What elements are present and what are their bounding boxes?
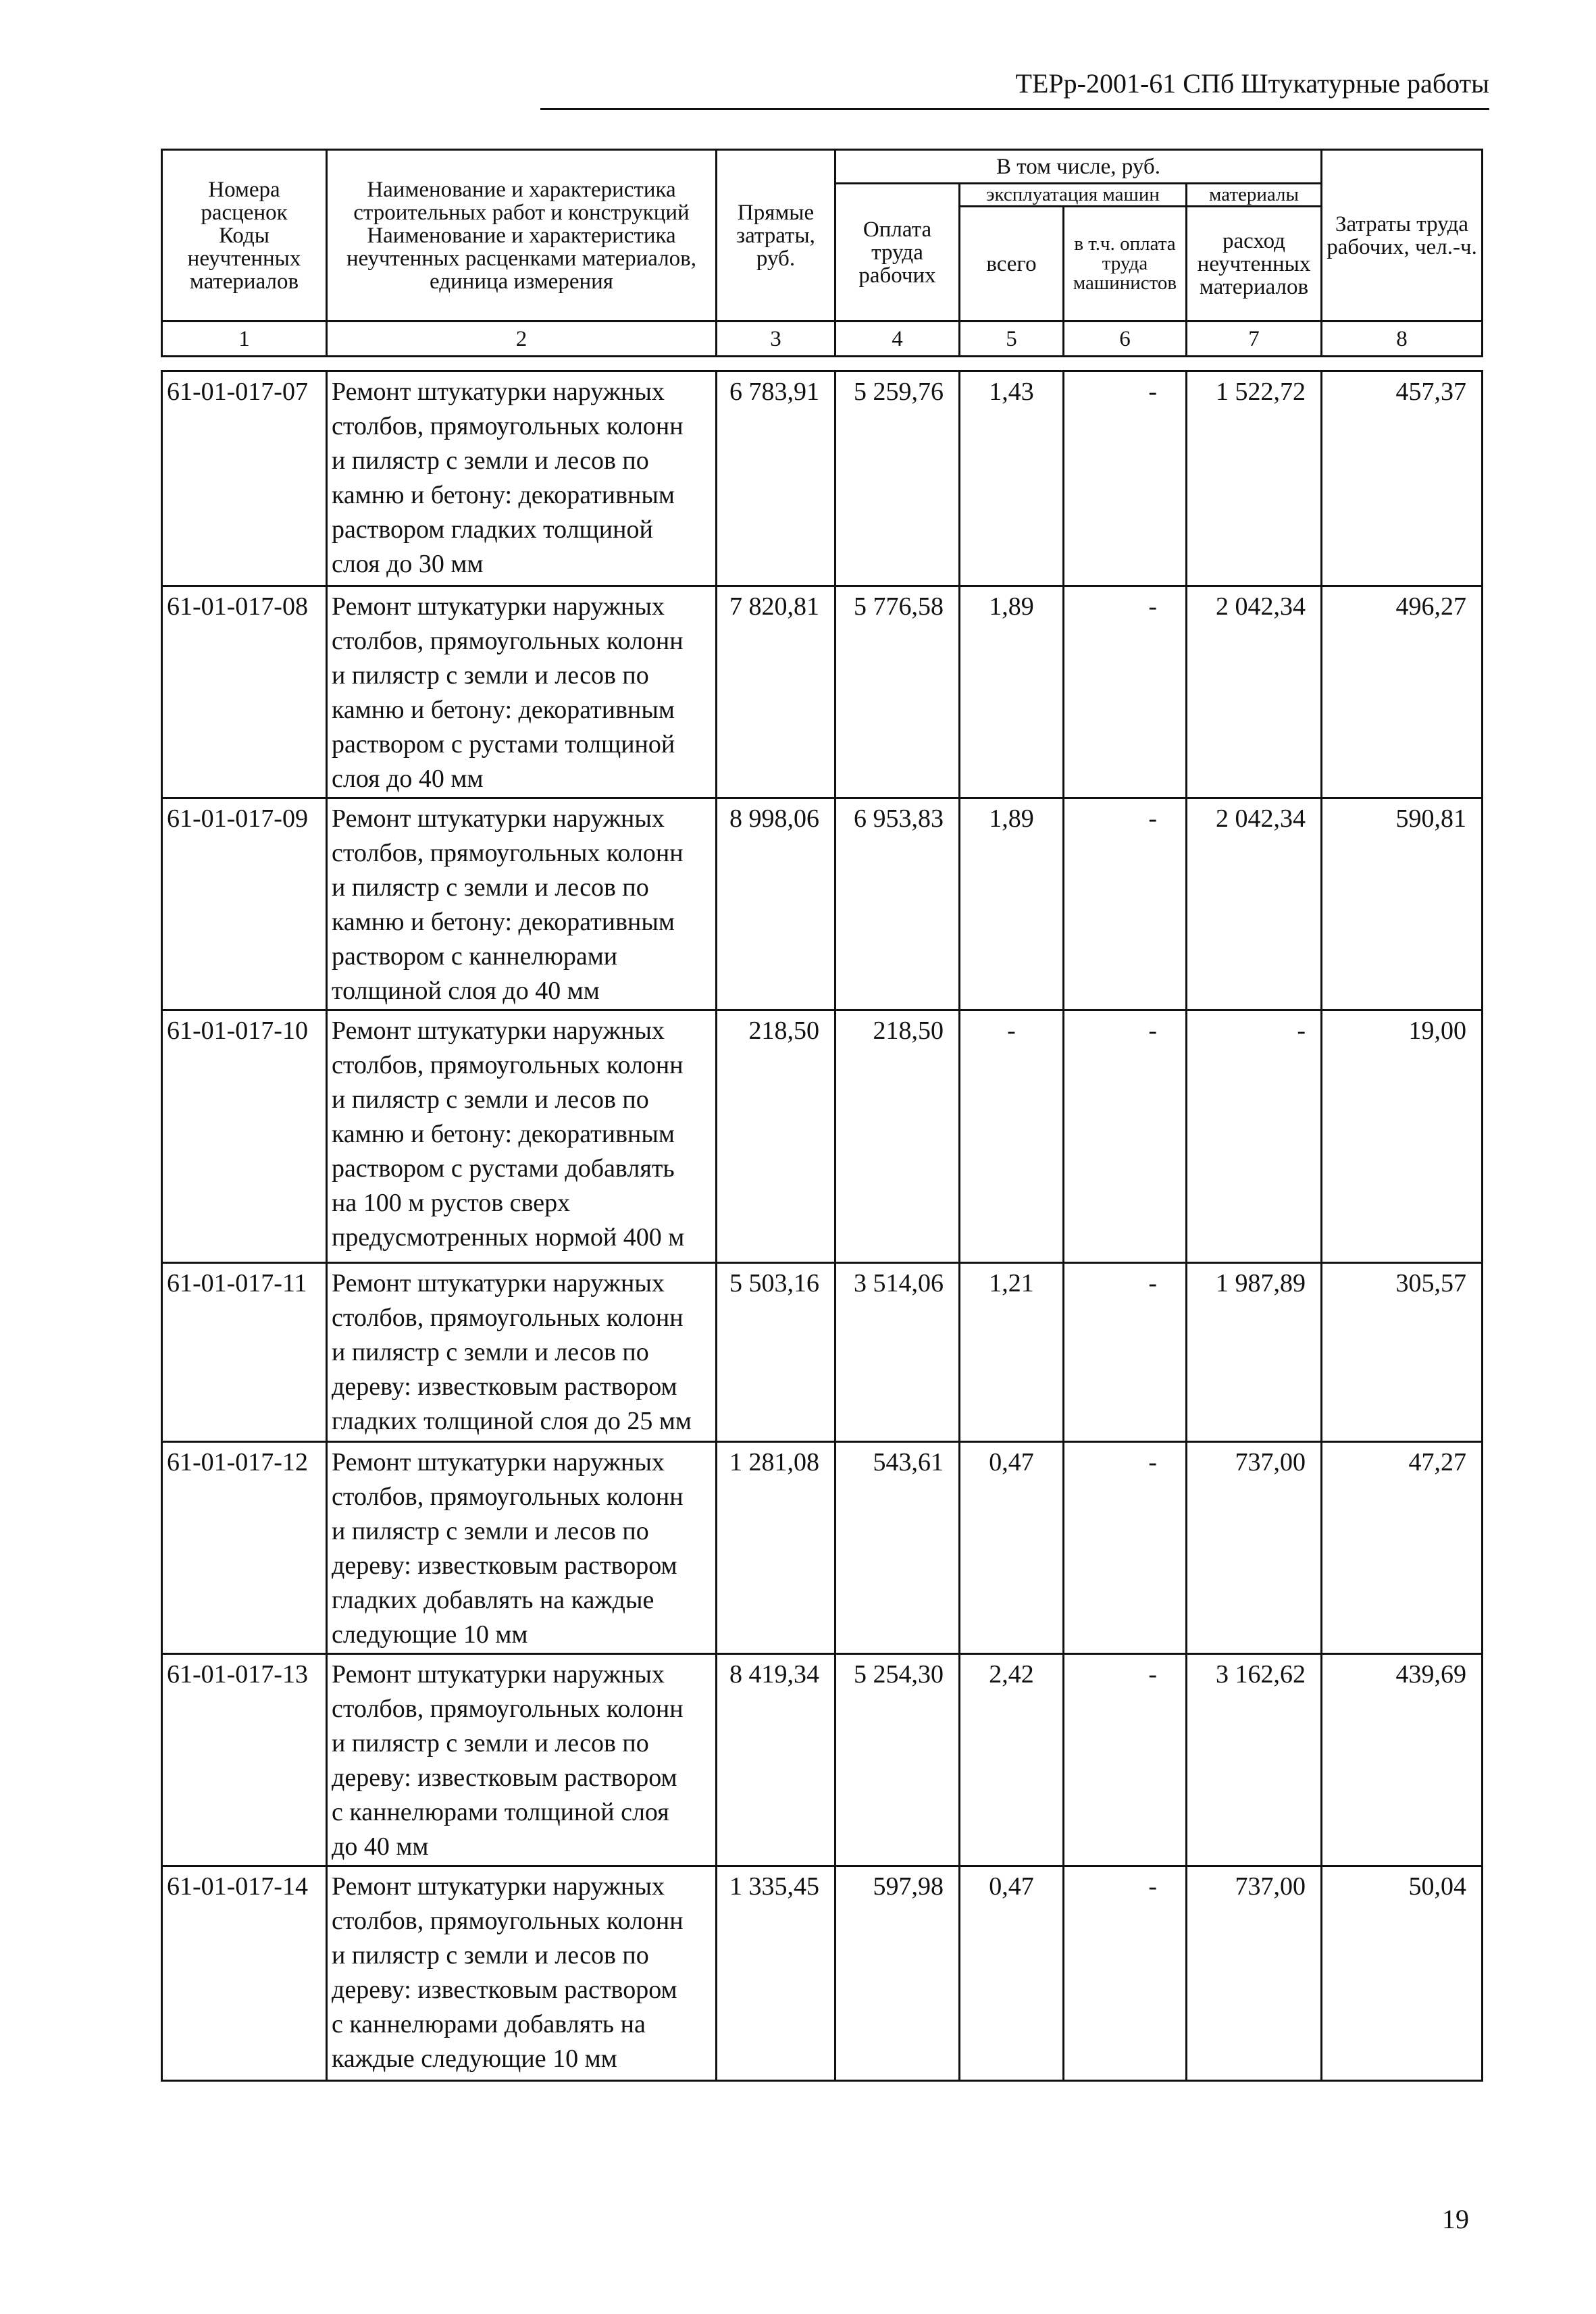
header-col5: всего bbox=[960, 207, 1064, 322]
header-col1-top: Номера расценок bbox=[201, 177, 288, 225]
header-materials: материалы bbox=[1187, 184, 1322, 207]
labor-pay: 3 514,06 bbox=[835, 1263, 960, 1442]
labor-hours: 439,69 bbox=[1322, 1654, 1483, 1866]
header-rule bbox=[540, 108, 1489, 110]
header-col1 bbox=[162, 150, 327, 322]
rate-name: Ремонт штукатурки наружных столбов, прямоугольных колонн и пилястр с земли и лесов по камню и бетону: декоративным раствором с рустами толщиной слоя до 40 мм bbox=[327, 586, 717, 798]
operators-pay: - bbox=[1064, 798, 1187, 1010]
direct-costs: 1 335,45 bbox=[717, 1866, 835, 2081]
labor-hours: 19,00 bbox=[1322, 1010, 1483, 1263]
materials-cost: 3 162,62 bbox=[1187, 1654, 1322, 1866]
operators-pay: - bbox=[1064, 1442, 1187, 1654]
direct-costs: 6 783,91 bbox=[717, 371, 835, 586]
header-col2-top: Наименование и характеристика строительных работ и конструкций bbox=[353, 177, 690, 225]
labor-hours: 305,57 bbox=[1322, 1263, 1483, 1442]
operators-pay: - bbox=[1064, 1263, 1187, 1442]
direct-costs: 5 503,16 bbox=[717, 1263, 835, 1442]
rate-code: 61-01-017-07 bbox=[162, 371, 327, 586]
materials-cost: 2 042,34 bbox=[1187, 586, 1322, 798]
machines-total: 1,89 bbox=[960, 798, 1064, 1010]
direct-costs: 1 281,08 bbox=[717, 1442, 835, 1654]
operators-pay: - bbox=[1064, 1010, 1187, 1263]
header-col2 bbox=[327, 150, 717, 322]
direct-costs: 7 820,81 bbox=[717, 586, 835, 798]
materials-cost: 1 987,89 bbox=[1187, 1263, 1322, 1442]
labor-hours: 47,27 bbox=[1322, 1442, 1483, 1654]
labor-hours: 50,04 bbox=[1322, 1866, 1483, 2081]
col-number-2: 2 bbox=[327, 322, 717, 357]
rate-name: Ремонт штукатурки наружных столбов, прямоугольных колонн и пилястр с земли и лесов по дереву: известковым раствором гладких добавлять на каждые следующие 10 мм bbox=[327, 1442, 717, 1654]
labor-hours: 457,37 bbox=[1322, 371, 1483, 586]
labor-pay: 597,98 bbox=[835, 1866, 960, 2081]
col-number-4: 4 bbox=[835, 322, 960, 357]
rate-name: Ремонт штукатурки наружных столбов, прямоугольных колонн и пилястр с земли и лесов по дереву: известковым раствором с каннелюрами добавлять на каждые следующие 10 мм bbox=[327, 1866, 717, 2081]
header-col1-bottom: Коды неучтенных материалов bbox=[187, 223, 301, 294]
header-group-title: В том числе, руб. bbox=[835, 150, 1322, 184]
header-col8: Затраты труда рабочих, чел.-ч. bbox=[1322, 150, 1483, 322]
machines-total: 1,89 bbox=[960, 586, 1064, 798]
operators-pay: - bbox=[1064, 1654, 1187, 1866]
labor-hours: 590,81 bbox=[1322, 798, 1483, 1010]
labor-pay: 218,50 bbox=[835, 1010, 960, 1263]
machines-total: 0,47 bbox=[960, 1442, 1064, 1654]
table-row bbox=[162, 586, 1483, 798]
rate-name: Ремонт штукатурки наружных столбов, прямоугольных колонн и пилястр с земли и лесов по дереву: известковым раствором с каннелюрами толщиной слоя до 40 мм bbox=[327, 1654, 717, 1866]
machines-total: 0,47 bbox=[960, 1866, 1064, 2081]
labor-pay: 5 776,58 bbox=[835, 586, 960, 798]
rate-code: 61-01-017-11 bbox=[162, 1263, 327, 1442]
rate-name: Ремонт штукатурки наружных столбов, прямоугольных колонн и пилястр с земли и лесов по камню и бетону: декоративным раствором с рустами добавлять на 100 м рустов сверх предусмотренных нормой 400 м bbox=[327, 1010, 717, 1263]
header-machines: эксплуатация машин bbox=[960, 184, 1187, 207]
rate-name: Ремонт штукатурки наружных столбов, прямоугольных колонн и пилястр с земли и лесов по камню и бетону: декоративным раствором с каннелюрами толщиной слоя до 40 мм bbox=[327, 798, 717, 1010]
page-number: 19 bbox=[1442, 2204, 1469, 2234]
rate-name: Ремонт штукатурки наружных столбов, прямоугольных колонн и пилястр с земли и лесов по камню и бетону: декоративным раствором гладких толщиной слоя до 30 мм bbox=[327, 371, 717, 586]
table-row bbox=[162, 798, 1483, 1010]
col-number-7: 7 bbox=[1187, 322, 1322, 357]
rate-code: 61-01-017-08 bbox=[162, 586, 327, 798]
header-col3: Прямые затраты, руб. bbox=[717, 150, 835, 322]
col-number-3: 3 bbox=[717, 322, 835, 357]
running-header: ТЕРр-2001-61 СПб Штукатурные работы bbox=[1015, 68, 1489, 99]
machines-total: 2,42 bbox=[960, 1654, 1064, 1866]
col-number-8: 8 bbox=[1322, 322, 1483, 357]
table-row bbox=[162, 1866, 1483, 2081]
rate-code: 61-01-017-13 bbox=[162, 1654, 327, 1866]
direct-costs: 218,50 bbox=[717, 1010, 835, 1263]
direct-costs: 8 998,06 bbox=[717, 798, 835, 1010]
operators-pay: - bbox=[1064, 371, 1187, 586]
col-number-1: 1 bbox=[162, 322, 327, 357]
operators-pay: - bbox=[1064, 586, 1187, 798]
labor-hours: 496,27 bbox=[1322, 586, 1483, 798]
rates-table bbox=[161, 370, 1483, 2082]
table-row bbox=[162, 1654, 1483, 1866]
table-row bbox=[162, 1442, 1483, 1654]
machines-total: 1,21 bbox=[960, 1263, 1064, 1442]
col-number-6: 6 bbox=[1064, 322, 1187, 357]
table-row bbox=[162, 1263, 1483, 1442]
labor-pay: 6 953,83 bbox=[835, 798, 960, 1010]
col-number-5: 5 bbox=[960, 322, 1064, 357]
rate-code: 61-01-017-14 bbox=[162, 1866, 327, 2081]
operators-pay: - bbox=[1064, 1866, 1187, 2081]
column-header-table bbox=[161, 149, 1483, 357]
machines-total: 1,43 bbox=[960, 371, 1064, 586]
labor-pay: 543,61 bbox=[835, 1442, 960, 1654]
labor-pay: 5 254,30 bbox=[835, 1654, 960, 1866]
materials-cost: 2 042,34 bbox=[1187, 798, 1322, 1010]
header-col6: в т.ч. оплата труда машинистов bbox=[1064, 207, 1187, 322]
rate-code: 61-01-017-12 bbox=[162, 1442, 327, 1654]
rate-code: 61-01-017-10 bbox=[162, 1010, 327, 1263]
materials-cost: - bbox=[1187, 1010, 1322, 1263]
labor-pay: 5 259,76 bbox=[835, 371, 960, 586]
materials-cost: 737,00 bbox=[1187, 1442, 1322, 1654]
table-row bbox=[162, 1010, 1483, 1263]
direct-costs: 8 419,34 bbox=[717, 1654, 835, 1866]
header-col4: Оплата труда рабочих bbox=[835, 184, 960, 322]
header-col2-bottom: Наименование и характеристика неучтенных расценками материалов, единица измерения bbox=[346, 223, 697, 294]
header-col7: расход неучтенных материалов bbox=[1187, 207, 1322, 322]
rate-name: Ремонт штукатурки наружных столбов, прямоугольных колонн и пилястр с земли и лесов по дереву: известковым раствором гладких толщиной слоя до 25 мм bbox=[327, 1263, 717, 1442]
rate-code: 61-01-017-09 bbox=[162, 798, 327, 1010]
materials-cost: 1 522,72 bbox=[1187, 371, 1322, 586]
table-row bbox=[162, 371, 1483, 586]
machines-total: - bbox=[960, 1010, 1064, 1263]
materials-cost: 737,00 bbox=[1187, 1866, 1322, 2081]
